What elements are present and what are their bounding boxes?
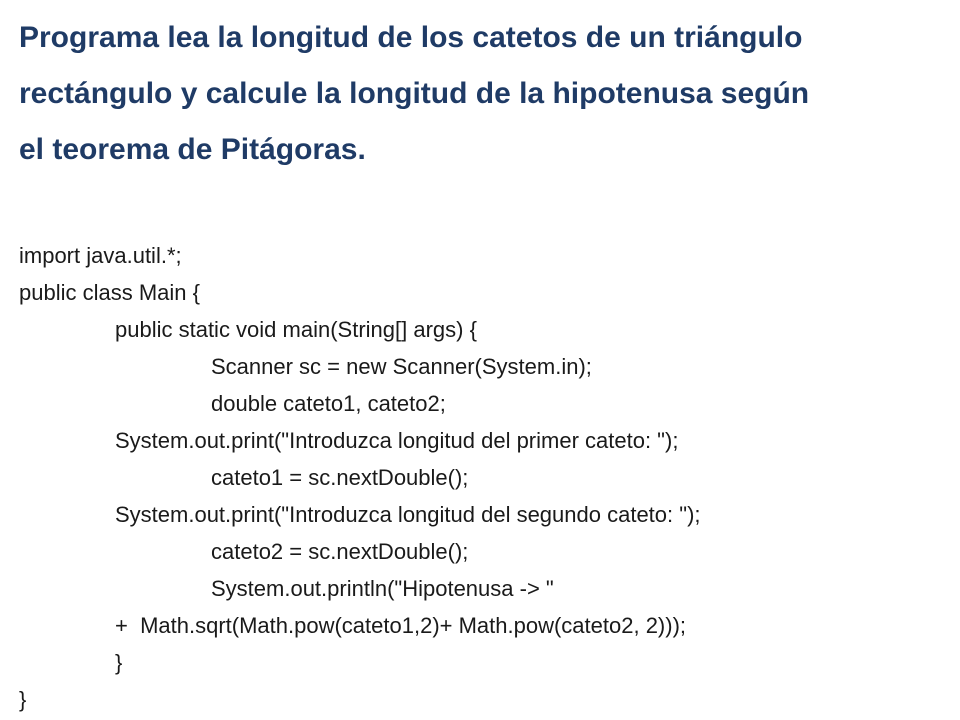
code-line: + Math.sqrt(Math.pow(cateto1,2)+ Math.pow(cateto2, 2))); (115, 613, 687, 638)
title-line: rectángulo y calcule la longitud de la hipotenusa según (19, 77, 810, 110)
code-line: System.out.println("Hipotenusa -> " (211, 576, 554, 601)
code-line: System.out.print("Introduzca longitud del primer cateto: "); (115, 428, 679, 453)
code-line: public class Main { (19, 280, 200, 305)
code-line: Scanner sc = new Scanner(System.in); (211, 354, 592, 379)
code-block (19, 237, 949, 718)
code-line: cateto1 = sc.nextDouble(); (211, 465, 469, 490)
code-line: public static void main(String[] args) { (115, 317, 477, 342)
title-line: el teorema de Pitágoras. (19, 133, 366, 166)
page-title (19, 10, 949, 178)
code-line: } (19, 687, 27, 712)
code-line: System.out.print("Introduzca longitud del segundo cateto: "); (115, 502, 701, 527)
code-line: double cateto1, cateto2; (211, 391, 446, 416)
code-line: import java.util.*; (19, 243, 182, 268)
code-line: } (115, 650, 123, 675)
title-line: Programa lea la longitud de los catetos de un triángulo (19, 21, 803, 54)
code-line: cateto2 = sc.nextDouble(); (211, 539, 469, 564)
